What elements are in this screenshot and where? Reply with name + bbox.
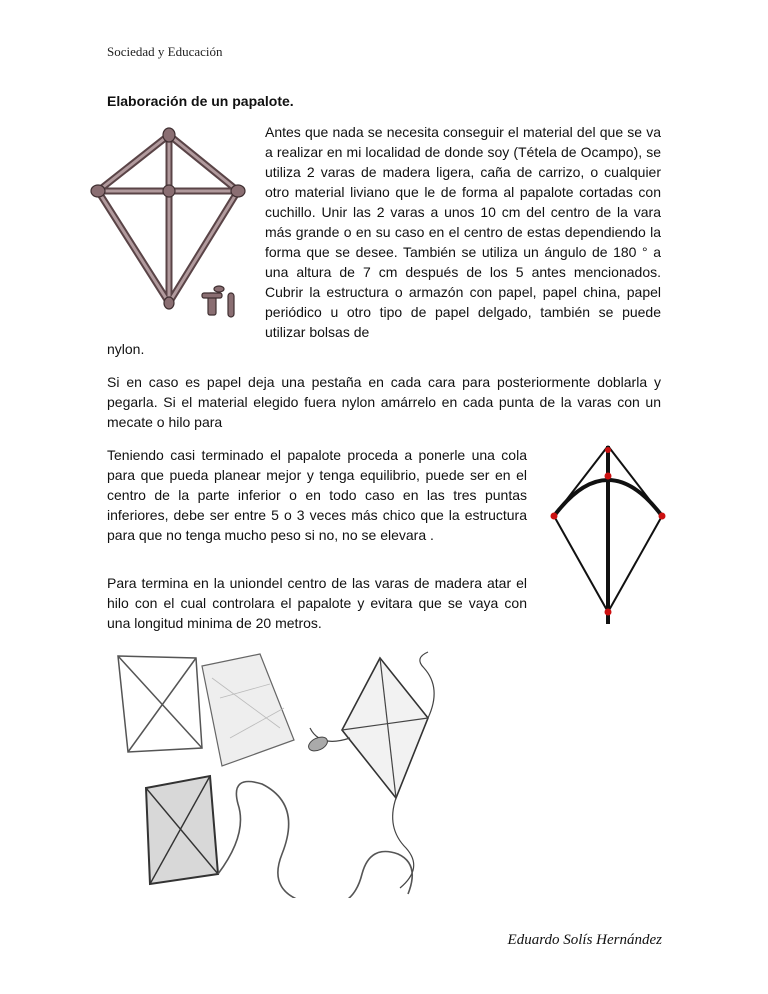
paragraph-string: Para termina en la uniondel centro de las varas de madera atar el hilo con el cual controlara el papalote y evitara que se vaya con una longitud minima de 20 metros. (107, 575, 527, 631)
kite-line-diagram (540, 440, 680, 626)
document-title: Elaboración de un papalote. (107, 93, 294, 109)
paragraph-materials-end: nylon. (107, 341, 145, 357)
kite-sketches-illustration (110, 648, 450, 898)
kite-frame-illustration (86, 125, 256, 325)
author-signature: Eduardo Solís Hernández (507, 932, 662, 948)
paragraph-paper-tabs: Si en caso es papel deja una pestaña en cada cara para posteriormente doblarla y pegarla. Si el material elegido fuera nylon amárrelo en cada punta de la varas con un mecate o hilo para (107, 374, 661, 430)
paragraph-materials: Antes que nada se necesita conseguir el material del que se va a realizar en mi localidad de donde soy (Tétela de Ocampo), se utiliza 2 varas de madera ligera, caña de carrizo, o cualquier otro material liviano que le de forma al papalote cortadas con cuchillo. Unir las 2 varas a unos 10 cm del centro de la vara más grande o en su caso en el centro de estas dependiendo la forma que se desee. También se utiliza un ángulo de 180 ° a una altura de 7 cm después de los 5 antes mencionados. Cubrir la estructura o armazón con papel, papel china, papel periódico u otro tipo de papel delgado, también se puede utilizar bolsas de (265, 124, 661, 340)
paragraph-kite-tail: Teniendo casi terminado el papalote proceda a ponerle una cola para que pueda planear mejor y tenga equilibrio, puede ser en el centro de la parte inferior o en todo caso en las tres puntas inferiores, debe ser entre 5 o 3 veces más chico que la estructura para que no tenga mucho peso si no, no se elevara . (107, 447, 527, 543)
page-header: Sociedad y Educación (107, 44, 223, 59)
